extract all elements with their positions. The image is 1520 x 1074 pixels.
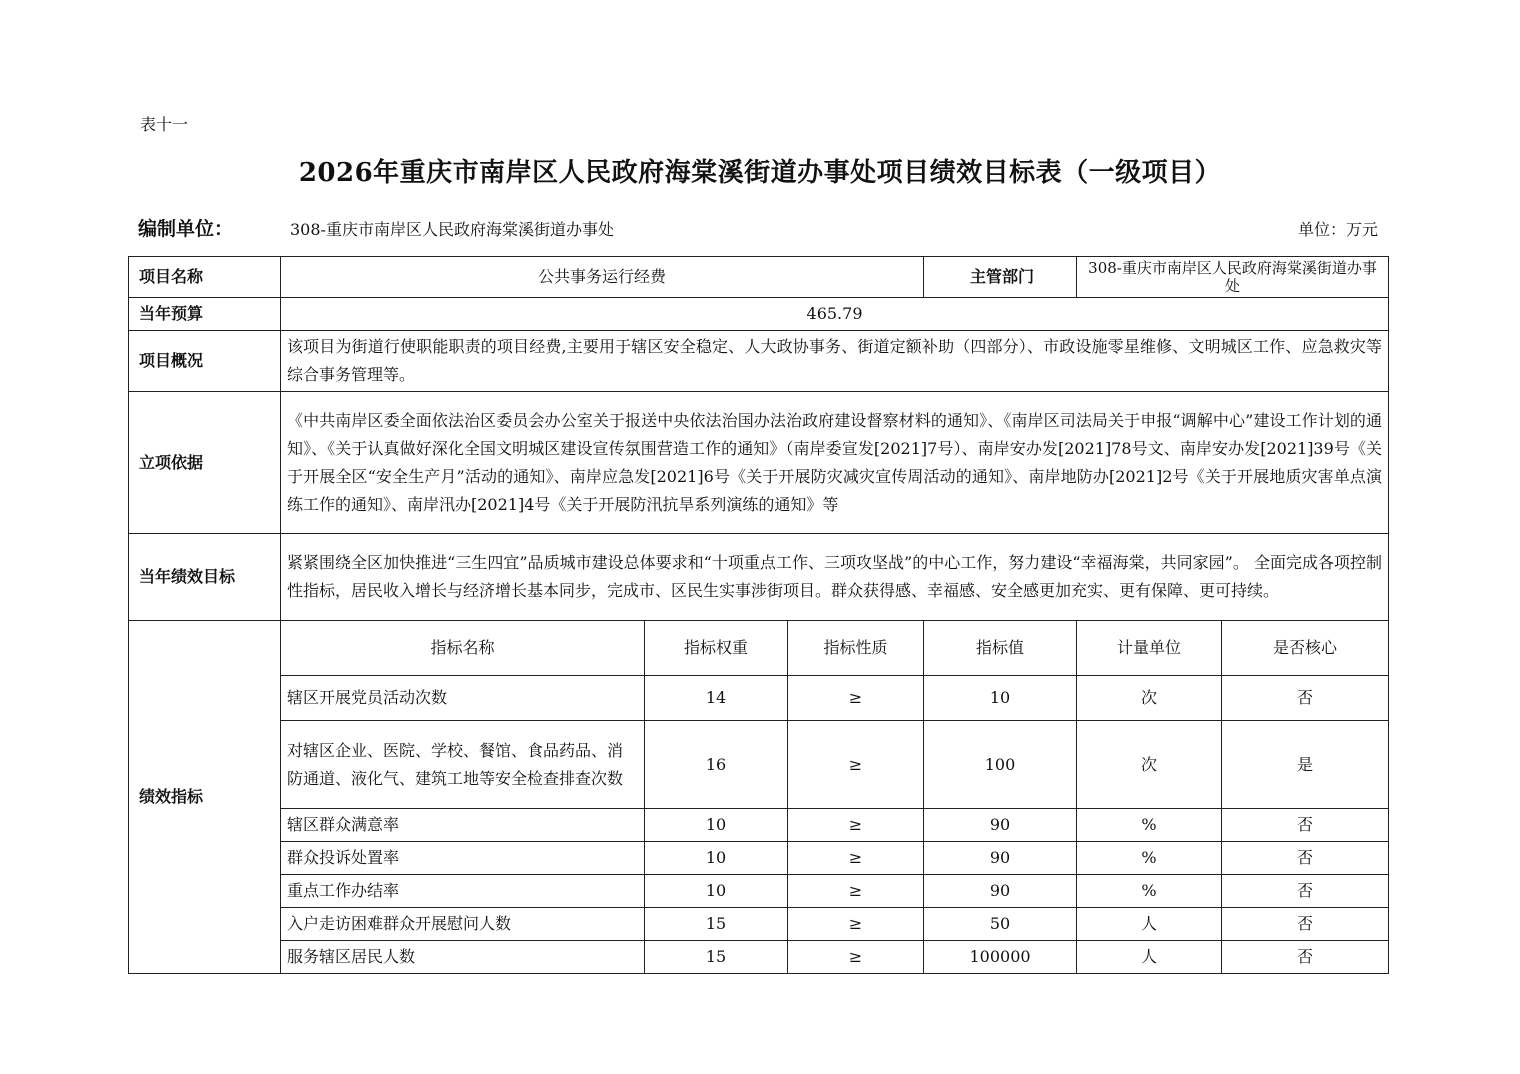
project-name-value: 公共事务运行经费 xyxy=(281,257,924,298)
indicator-name: 群众投诉处置率 xyxy=(281,842,645,875)
indicator-weight: 15 xyxy=(645,908,788,941)
basis-row xyxy=(129,392,1389,534)
table-row xyxy=(129,941,1389,974)
indicator-name: 重点工作办结率 xyxy=(281,875,645,908)
table-row xyxy=(129,676,1389,721)
header-value: 指标值 xyxy=(924,621,1077,676)
unit-row xyxy=(138,214,1378,244)
indicator-unit: 次 xyxy=(1077,721,1222,809)
indicator-value: 100000 xyxy=(924,941,1077,974)
indicator-value: 90 xyxy=(924,875,1077,908)
indicator-weight: 14 xyxy=(645,676,788,721)
budget-row xyxy=(129,298,1389,331)
basis-text: 《中共南岸区委全面依法治区委员会办公室关于报送中央依法治国办法治政府建设督察材料的通知》、《南岸区司法局关于申报“调解中心”建设工作计划的通知》、《关于认真做好深化全国文明城区建设宣传氛围营造工作的通知》（南岸委宣发[2021]7号）、南岸安办发[2021]78号文、南岸安办发[2021]39号《关于开展全区“安全生产月”活动的通知》、南岸应急发[2021]6号《关于开展防灾减灾宣传周活动的通知》、南岸地防办[2021]2号《关于开展地质灾害单点演练工作的通知》、南岸汛办[2021]4号《关于开展防汛抗旱系列演练的通知》等 xyxy=(281,392,1389,534)
indicator-is-core: 是 xyxy=(1222,721,1389,809)
compiler-label: 编制单位： xyxy=(138,218,234,240)
overview-text: 该项目为街道行使职能职责的项目经费,主要用于辖区安全稳定、人大政协事务、街道定额补助（四部分）、市政设施零星维修、文明城区工作、应急救灾等综合事务管理等。 xyxy=(281,331,1389,392)
indicator-value: 10 xyxy=(924,676,1077,721)
indicator-unit: % xyxy=(1077,809,1222,842)
indicator-name: 服务辖区居民人数 xyxy=(281,941,645,974)
indicator-nature: ≥ xyxy=(788,809,924,842)
table-number: 表十一 xyxy=(140,115,189,134)
indicator-nature: ≥ xyxy=(788,721,924,809)
indicator-unit: % xyxy=(1077,875,1222,908)
indicator-is-core: 否 xyxy=(1222,941,1389,974)
project-name-label: 项目名称 xyxy=(129,257,281,298)
page-title: 2026年重庆市南岸区人民政府海棠溪街道办事处项目绩效目标表（一级项目） xyxy=(298,158,1222,188)
indicator-value: 100 xyxy=(924,721,1077,809)
dept-label: 主管部门 xyxy=(924,257,1077,298)
indicator-header-row xyxy=(129,621,1389,676)
currency-unit: 单位：万元 xyxy=(1297,220,1378,239)
indicator-nature: ≥ xyxy=(788,875,924,908)
project-name-row xyxy=(129,257,1389,298)
indicators-section-label: 绩效指标 xyxy=(129,621,281,974)
indicator-nature: ≥ xyxy=(788,941,924,974)
performance-table xyxy=(128,256,1389,974)
indicator-weight: 16 xyxy=(645,721,788,809)
goal-label: 当年绩效目标 xyxy=(129,534,281,621)
header-weight: 指标权重 xyxy=(645,621,788,676)
budget-label: 当年预算 xyxy=(129,298,281,331)
indicator-unit: 人 xyxy=(1077,941,1222,974)
goal-row xyxy=(129,534,1389,621)
indicator-is-core: 否 xyxy=(1222,908,1389,941)
indicator-is-core: 否 xyxy=(1222,842,1389,875)
header-unit: 计量单位 xyxy=(1077,621,1222,676)
indicator-name: 辖区开展党员活动次数 xyxy=(281,676,645,721)
compiler-value: 308-重庆市南岸区人民政府海棠溪街道办事处 xyxy=(290,220,614,239)
indicator-is-core: 否 xyxy=(1222,676,1389,721)
table-row xyxy=(129,908,1389,941)
indicator-weight: 10 xyxy=(645,809,788,842)
indicator-unit: 次 xyxy=(1077,676,1222,721)
goal-text: 紧紧围绕全区加快推进“三生四宜”品质城市建设总体要求和“十项重点工作、三项攻坚战”的中心工作，努力建设“幸福海棠，共同家园”。 全面完成各项控制性指标，居民收入增长与经济增长基本同步，完成市、区民生实事涉街项目。群众获得感、幸福感、安全感更加充实、更有保障、更可持续。 xyxy=(281,534,1389,621)
indicator-is-core: 否 xyxy=(1222,875,1389,908)
indicator-is-core: 否 xyxy=(1222,809,1389,842)
overview-row xyxy=(129,331,1389,392)
indicator-value: 90 xyxy=(924,842,1077,875)
indicator-value: 50 xyxy=(924,908,1077,941)
indicator-nature: ≥ xyxy=(788,842,924,875)
budget-value: 465.79 xyxy=(281,298,1389,331)
indicator-value: 90 xyxy=(924,809,1077,842)
indicator-unit: % xyxy=(1077,842,1222,875)
basis-label: 立项依据 xyxy=(129,392,281,534)
indicator-unit: 人 xyxy=(1077,908,1222,941)
dept-value: 308-重庆市南岸区人民政府海棠溪街道办事处 xyxy=(1077,257,1389,298)
indicator-name: 辖区群众满意率 xyxy=(281,809,645,842)
table-row xyxy=(129,842,1389,875)
indicator-name: 对辖区企业、医院、学校、餐馆、食品药品、消防通道、液化气、建筑工地等安全检查排查次数 xyxy=(281,721,645,809)
indicator-nature: ≥ xyxy=(788,908,924,941)
table-row xyxy=(129,875,1389,908)
overview-label: 项目概况 xyxy=(129,331,281,392)
indicator-nature: ≥ xyxy=(788,676,924,721)
indicator-name: 入户走访困难群众开展慰问人数 xyxy=(281,908,645,941)
table-row xyxy=(129,809,1389,842)
header-nature: 指标性质 xyxy=(788,621,924,676)
indicator-weight: 15 xyxy=(645,941,788,974)
indicator-weight: 10 xyxy=(645,842,788,875)
header-is-core: 是否核心 xyxy=(1222,621,1389,676)
header-indicator-name: 指标名称 xyxy=(281,621,645,676)
table-row xyxy=(129,721,1389,809)
indicator-weight: 10 xyxy=(645,875,788,908)
